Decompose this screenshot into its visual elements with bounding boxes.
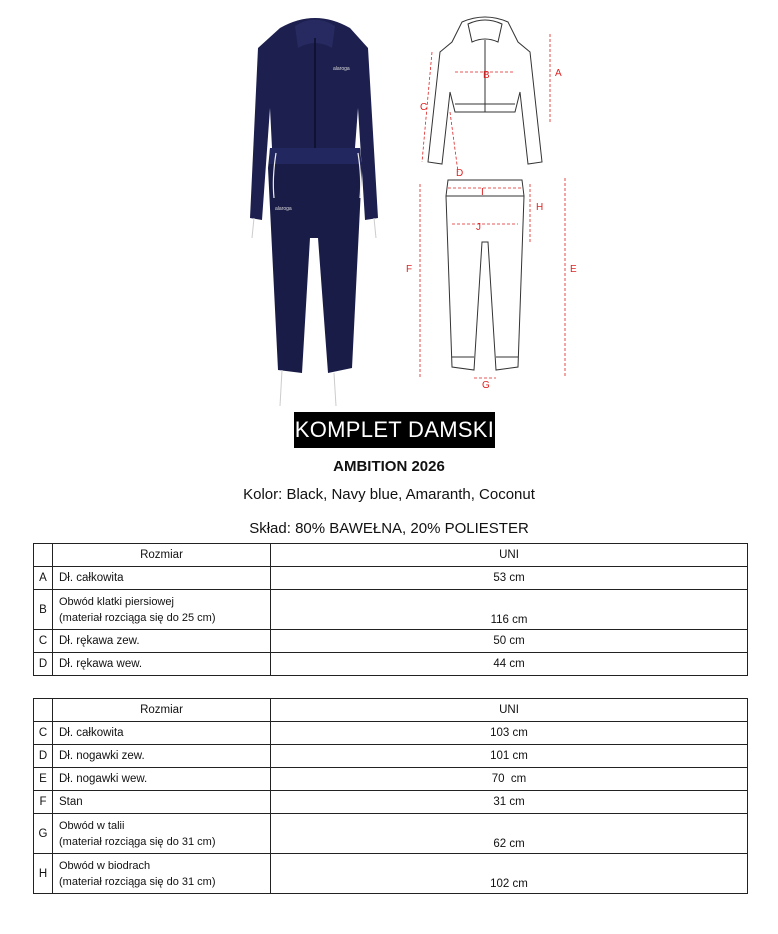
table-row	[34, 745, 748, 768]
table-row	[34, 567, 748, 590]
row-letter: A	[34, 567, 53, 590]
table-row	[34, 768, 748, 791]
row-letter: C	[34, 630, 53, 653]
row-value: 70 cm	[271, 768, 748, 791]
row-value: 103 cm	[271, 722, 748, 745]
row-value: 44 cm	[271, 653, 748, 676]
row-note: (materiał rozciąga się do 31 cm)	[59, 875, 216, 888]
table-header-row	[34, 544, 748, 567]
size-header-label: Rozmiar	[53, 699, 271, 722]
row-label: Dł. rękawa zew.	[53, 630, 271, 653]
row-note: (materiał rozciąga się do 31 cm)	[59, 835, 216, 848]
label-j: J	[476, 222, 481, 233]
row-label: Obwód w talii	[59, 819, 125, 832]
row-letter: D	[34, 653, 53, 676]
label-i: I	[481, 187, 484, 198]
label-c: C	[420, 102, 428, 113]
pants-outline	[446, 180, 524, 370]
size-header-value: UNI	[271, 544, 748, 567]
fabric-composition: Skład: 80% BAWEŁNA, 20% POLIESTER	[249, 520, 529, 537]
row-label: Dł. całkowita	[53, 567, 271, 590]
label-e: E	[570, 264, 577, 275]
color-options: Kolor: Black, Navy blue, Amaranth, Coconut	[243, 486, 535, 503]
label-d: D	[456, 168, 464, 179]
size-header-label: Rozmiar	[53, 544, 271, 567]
row-letter: C	[34, 722, 53, 745]
label-h: H	[536, 202, 544, 213]
hoodie-brand-mark: alaroga	[333, 66, 350, 72]
row-label: Dł. nogawki wew.	[53, 768, 271, 791]
product-photo	[240, 8, 390, 408]
table-row	[34, 590, 748, 630]
row-value: 101 cm	[271, 745, 748, 768]
table-row	[34, 854, 748, 894]
row-letter: G	[34, 814, 53, 854]
hoodie-size-table	[33, 543, 748, 676]
table-header-row	[34, 699, 748, 722]
row-value: 62 cm	[271, 814, 748, 854]
row-label: Dł. nogawki zew.	[53, 745, 271, 768]
row-label: Obwód klatki piersiowej	[59, 595, 174, 608]
label-g: G	[482, 380, 490, 391]
table-row	[34, 722, 748, 745]
label-f: F	[406, 264, 413, 275]
row-value: 116 cm	[271, 590, 748, 630]
row-value: 53 cm	[271, 567, 748, 590]
row-value: 50 cm	[271, 630, 748, 653]
row-value: 102 cm	[271, 854, 748, 894]
row-letter: B	[34, 590, 53, 630]
table-row	[34, 814, 748, 854]
row-letter: F	[34, 791, 53, 814]
row-label: Stan	[53, 791, 271, 814]
label-b: B	[483, 70, 490, 81]
row-label: Dł. całkowita	[53, 722, 271, 745]
row-label: Dł. rękawa wew.	[53, 653, 271, 676]
table-row	[34, 791, 748, 814]
collection-name: AMBITION 2026	[333, 458, 445, 475]
table-row	[34, 653, 748, 676]
technical-drawing	[400, 12, 590, 392]
row-letter: D	[34, 745, 53, 768]
row-value: 31 cm	[271, 791, 748, 814]
hoodie-outline	[428, 17, 542, 164]
pants-size-table	[33, 698, 748, 894]
row-letter: E	[34, 768, 53, 791]
row-letter: H	[34, 854, 53, 894]
row-note: (materiał rozciąga się do 25 cm)	[59, 611, 216, 624]
label-a: A	[555, 68, 562, 79]
table-row	[34, 630, 748, 653]
size-header-value: UNI	[271, 699, 748, 722]
row-label: Obwód w biodrach	[59, 859, 151, 872]
product-title: KOMPLET DAMSKI	[294, 412, 495, 448]
pants-brand-mark: alaroga	[275, 206, 292, 212]
